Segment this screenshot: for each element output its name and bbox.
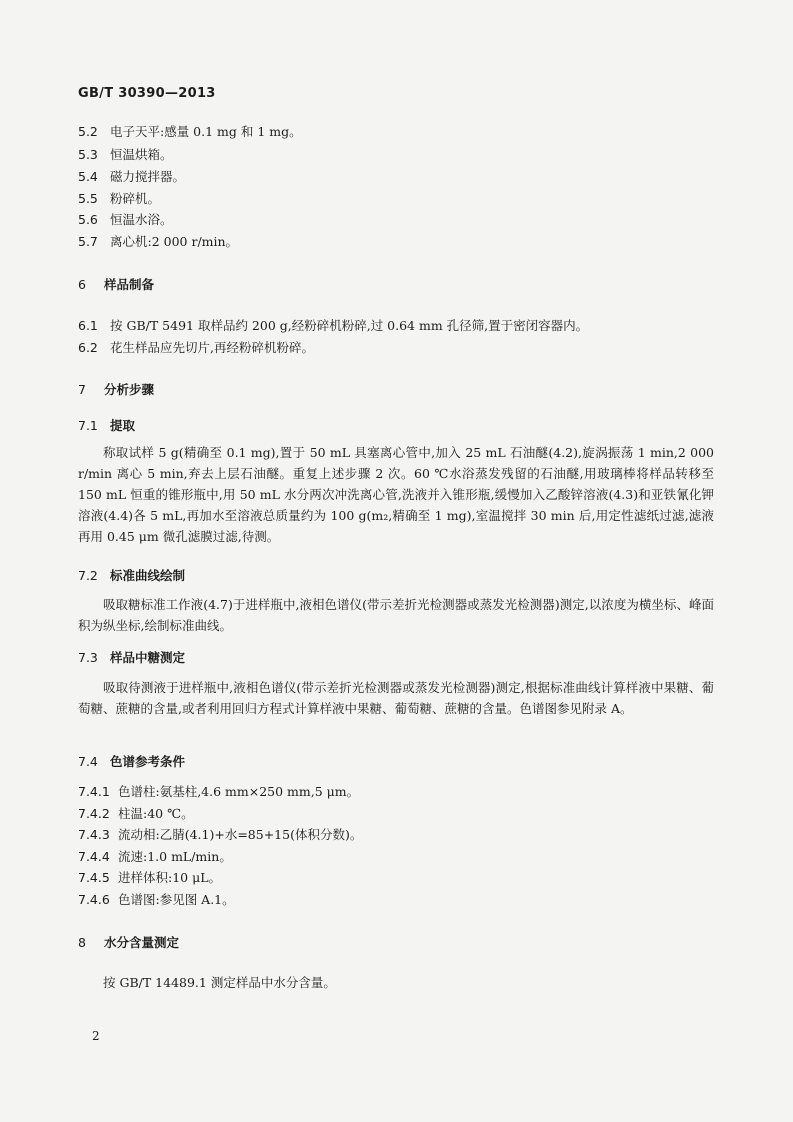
item-number: 6.2 [78,340,98,355]
item-text: 电子天平:感量 0.1 mg 和 1 mg。 [110,124,302,139]
section-title: 分析步骤 [104,382,155,397]
subsection-7-1-text: 称取试样 5 g(精确至 0.1 mg),置于 50 mL 具塞离心管中,加入 25 mL 石油醚(4.2),旋涡振荡 1 min,2 000 r/min 离心 5 min,弃去上层石油醚。重复上述步骤 2 次。60 ℃水浴蒸发残留的石油醚,用玻璃棒将样品转移至 150 mL 恒重的锥形瓶中,用 50 mL 水分两次冲洗离心管,洗液并入锥形瓶,缓慢加入乙酸锌溶液(4.3)和亚铁氰化钾溶液(4.4)各 5 mL,再加水至溶液总质量约为 100 g(m₂,精确至 1 mg),室温搅拌 30 min 后,用定性滤纸过滤,滤液再用 0.45 μm 微孔滤膜过滤,待测。 [78,445,714,544]
item-text: 磁力搅拌器。 [110,169,186,184]
subsection-7-3-heading [78,648,185,666]
subsection-title: 提取 [110,418,136,433]
item-text: 按 GB/T 5491 取样品约 200 g,经粉碎机粉碎,过 0.64 mm 孔径筛,置于密闭容器内。 [110,318,589,333]
subsection-title: 色谱参考条件 [110,754,186,769]
item-number: 5.2 [78,124,98,139]
item-number: 5.3 [78,147,98,162]
item-5-7 [78,233,238,251]
item-number: 5.5 [78,191,98,206]
section-title: 水分含量测定 [104,935,180,950]
item-text: 恒温烘箱。 [110,147,173,162]
subsection-7-2-heading [78,566,185,584]
subsection-7-4-heading [78,752,185,770]
subsection-number: 7.3 [78,650,98,665]
page-number: 2 [92,1029,100,1043]
item-number: 5.7 [78,234,98,249]
item-number: 5.6 [78,212,98,227]
item-text: 进样体积:10 μL。 [118,870,222,885]
item-6-2 [78,339,314,357]
section-title: 样品制备 [104,277,155,292]
item-number: 7.4.1 [78,784,110,799]
item-number: 7.4.3 [78,827,110,842]
item-7-4-4 [78,848,232,866]
subsection-number: 7.1 [78,418,98,433]
subsection-number: 7.4 [78,754,98,769]
item-text: 恒温水浴。 [110,212,173,227]
item-6-1 [78,317,588,335]
item-7-4-2 [78,805,194,823]
section-8-heading [78,933,179,951]
subsection-7-3-text: 吸取待测液于进样瓶中,液相色谱仪(带示差折光检测器或蒸发光检测器)测定,根据标准曲线计算样液中果糖、葡萄糖、蔗糖的含量,或者利用回归方程式计算样液中果糖、葡萄糖、蔗糖的含量。色谱图参见附录 A。 [78,680,714,716]
item-text: 离心机:2 000 r/min。 [110,234,239,249]
item-number: 7.4.5 [78,870,110,885]
item-text: 流速:1.0 mL/min。 [118,849,232,864]
item-text: 花生样品应先切片,再经粉碎机粉碎。 [110,340,314,355]
item-number: 7.4.2 [78,806,110,821]
item-5-3 [78,146,173,164]
item-text: 流动相:乙腈(4.1)+水=85+15(体积分数)。 [118,827,363,842]
subsection-title: 标准曲线绘制 [110,568,186,583]
section-8-text: 按 GB/T 14489.1 测定样品中水分含量。 [103,975,336,990]
item-text: 色谱图:参见图 A.1。 [118,892,235,907]
item-7-4-1 [78,783,359,801]
item-text: 柱温:40 ℃。 [118,806,194,821]
subsection-7-2-text: 吸取糖标准工作液(4.7)于进样瓶中,液相色谱仪(带示差折光检测器或蒸发光检测器)测定,以浓度为横坐标、峰面积为纵坐标,绘制标准曲线。 [78,597,714,633]
item-5-4 [78,168,185,186]
item-number: 5.4 [78,169,98,184]
subsection-7-1-heading [78,416,135,434]
standard-code: GB/T 30390—2013 [78,86,216,101]
item-text: 色谱柱:氨基柱,4.6 mm×250 mm,5 μm。 [118,784,360,799]
item-text: 粉碎机。 [110,191,161,206]
item-7-4-5 [78,869,221,887]
item-5-2 [78,123,302,141]
subsection-number: 7.2 [78,568,98,583]
section-number: 7 [78,382,86,397]
section-7-heading [78,380,154,398]
item-number: 7.4.4 [78,849,110,864]
item-number: 6.1 [78,318,98,333]
section-number: 6 [78,277,86,292]
item-7-4-6 [78,891,235,909]
section-number: 8 [78,935,86,950]
item-number: 7.4.6 [78,892,110,907]
item-5-6 [78,211,173,229]
section-6-heading [78,275,154,293]
item-7-4-3 [78,826,362,844]
item-5-5 [78,190,160,208]
subsection-title: 样品中糖测定 [110,650,186,665]
